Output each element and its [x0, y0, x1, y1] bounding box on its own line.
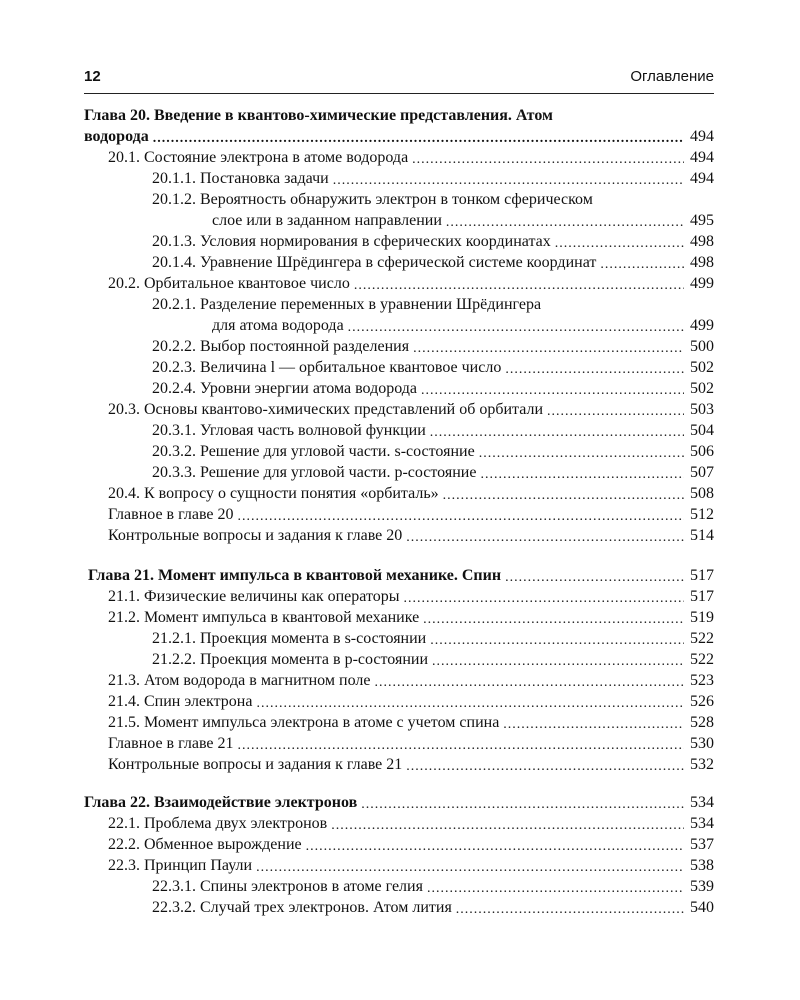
toc-entry-text: 20.1.4. Уравнение Шрёдингера в сферической системе координат	[152, 254, 597, 271]
leader-dots	[238, 505, 685, 525]
toc-page-number: 499	[690, 317, 714, 334]
toc-summary-21[interactable]	[108, 734, 714, 754]
toc-entry-text: Главное в главе 20	[108, 506, 234, 523]
leader-dots	[354, 274, 684, 294]
toc-section-20-3[interactable]	[108, 400, 714, 420]
toc-section-22-1[interactable]	[108, 814, 714, 834]
toc-page-number: 538	[690, 857, 714, 874]
leader-dots	[555, 232, 684, 252]
toc-page-number: 506	[690, 443, 714, 460]
toc-entry-text: 22.3.2. Случай трех электронов. Атом лития	[152, 899, 452, 916]
toc-entry-text: 20.2.4. Уровни энергии атома водорода	[152, 380, 418, 397]
toc-section-20-1[interactable]	[108, 148, 714, 168]
toc-page-number: 498	[690, 254, 714, 271]
toc-chapter-22[interactable]	[84, 793, 714, 813]
toc-entry-text: 20.3.3. Решение для угловой части. p-состояние	[152, 464, 477, 481]
toc-page-number: 507	[690, 464, 714, 481]
toc-section-22-3[interactable]	[108, 856, 714, 876]
toc-page-number: 502	[690, 359, 714, 376]
toc-entry-text: Контрольные вопросы и задания к главе 21	[108, 756, 403, 773]
toc-entry-text: 21.2. Момент импульса в квантовой механике	[108, 609, 420, 626]
toc-entry-text: 21.5. Момент импульса электрона в атоме с учетом спина	[108, 714, 500, 731]
toc-subsection-21-2-1[interactable]	[152, 629, 714, 649]
toc-entry-text: для атома водорода	[212, 317, 344, 334]
toc-page-number: 540	[690, 899, 714, 916]
toc-entry-text: водорода	[84, 128, 149, 145]
toc-entry-text: 22.3.1. Спины электронов в атоме гелия	[152, 878, 423, 895]
leader-dots	[256, 856, 684, 876]
toc-subsection-20-1-2-line1[interactable]: 20.1.2. Вероятность обнаружить электрон в тонком сферическом	[152, 191, 593, 208]
toc-subsection-20-3-2[interactable]	[152, 442, 714, 462]
toc-section-21-4[interactable]	[108, 692, 714, 712]
toc-page-number: 530	[690, 735, 714, 752]
toc-page-number: 495	[690, 212, 714, 229]
toc-entry-text: 20.3. Основы квантово-химических представлений об орбитали	[108, 401, 544, 418]
leader-dots	[374, 671, 684, 691]
leader-dots	[547, 400, 684, 420]
toc-chapter-20-title: Глава 20. Введение в квантово-химические представления. Атом	[84, 107, 553, 124]
toc-entry-text: 20.2. Орбитальное квантовое число	[108, 275, 350, 292]
leader-dots	[427, 877, 684, 897]
toc-page-number: 499	[690, 275, 714, 292]
toc-subsection-20-2-2[interactable]	[152, 337, 714, 357]
toc-chapter-21[interactable]	[88, 566, 714, 586]
toc-page-number: 503	[690, 401, 714, 418]
leader-dots	[443, 484, 684, 504]
toc-entry-text: 21.4. Спин электрона	[108, 693, 253, 710]
toc-entry-text: 20.2.2. Выбор постоянной разделения	[152, 338, 410, 355]
toc-subsection-20-1-2-line2[interactable]	[212, 211, 714, 231]
toc-entry-text: 20.1.3. Условия нормирования в сферических координатах	[152, 233, 551, 250]
toc-subsection-20-3-1[interactable]	[152, 421, 714, 441]
running-header	[84, 68, 714, 90]
toc-summary-20[interactable]	[108, 505, 714, 525]
leader-dots	[256, 692, 684, 712]
toc-entry-text: слое или в заданном направлении	[212, 212, 442, 229]
toc-subsection-20-1-3[interactable]	[152, 232, 714, 252]
leader-dots	[446, 211, 684, 231]
toc-page-number: 537	[690, 836, 714, 853]
toc-page-number: 494	[690, 149, 714, 166]
toc-entry-text: 22.2. Обменное вырождение	[108, 836, 302, 853]
toc-entry-text: 20.4. К вопросу о сущности понятия «орбиталь»	[108, 485, 439, 502]
toc-section-21-3[interactable]	[108, 671, 714, 691]
toc-page-number: 526	[690, 693, 714, 710]
leader-dots	[456, 898, 684, 918]
leader-dots	[432, 650, 684, 670]
toc-entry-text: 21.3. Атом водорода в магнитном поле	[108, 672, 371, 689]
toc-section-20-2[interactable]	[108, 274, 714, 294]
toc-page-number: 534	[690, 794, 714, 811]
leader-dots	[238, 734, 685, 754]
leader-dots	[333, 169, 684, 189]
header-rule	[84, 93, 714, 94]
leader-dots	[406, 755, 684, 775]
leader-dots	[430, 421, 684, 441]
toc-page-number: 494	[690, 128, 714, 145]
leader-dots	[480, 463, 684, 483]
running-title: Оглавление	[630, 68, 714, 85]
toc-page-number: 519	[690, 609, 714, 626]
leader-dots	[361, 793, 684, 813]
toc-chapter-20-entry[interactable]	[84, 127, 714, 147]
toc-subsection-20-2-1-line2[interactable]	[212, 316, 714, 336]
toc-page-number: 500	[690, 338, 714, 355]
toc-page-number: 539	[690, 878, 714, 895]
leader-dots	[430, 629, 684, 649]
toc-entry-text: 20.3.1. Угловая часть волновой функции	[152, 422, 426, 439]
toc-page-number: 522	[690, 651, 714, 668]
toc-page-number: 504	[690, 422, 714, 439]
toc-subsection-20-3-3[interactable]	[152, 463, 714, 483]
toc-subsection-20-2-4[interactable]	[152, 379, 714, 399]
leader-dots	[423, 608, 684, 628]
toc-entry-text: 20.1. Состояние электрона в атоме водорода	[108, 149, 409, 166]
leader-dots	[421, 379, 684, 399]
toc-entry-text: Главное в главе 21	[108, 735, 234, 752]
toc-page-number: 528	[690, 714, 714, 731]
toc-entry-text: 20.2.3. Величина l — орбитальное квантовое число	[152, 359, 502, 376]
leader-dots	[479, 442, 684, 462]
toc-entry-text: 22.1. Проблема двух электронов	[108, 815, 328, 832]
toc-subsection-20-2-1-line1[interactable]: 20.2.1. Разделение переменных в уравнении Шрёдингера	[152, 296, 542, 313]
leader-dots	[153, 127, 684, 147]
toc-page-number: 508	[690, 485, 714, 502]
toc-page-number: 494	[690, 170, 714, 187]
toc-questions-20[interactable]	[108, 526, 714, 546]
page-number: 12	[84, 68, 101, 85]
toc-page-number: 514	[690, 527, 714, 544]
toc-entry-text: 21.1. Физические величины как операторы	[108, 588, 400, 605]
leader-dots	[331, 814, 684, 834]
toc-subsection-20-1-4[interactable]	[152, 253, 714, 273]
toc-entry-text: 20.3.2. Решение для угловой части. s-состояние	[152, 443, 475, 460]
leader-dots	[413, 337, 684, 357]
toc-entry-text: 21.2.1. Проекция момента в s-состоянии	[152, 630, 427, 647]
toc-entry-text: 20.1.1. Постановка задачи	[152, 170, 329, 187]
toc-page-number: 522	[690, 630, 714, 647]
toc-questions-21[interactable]	[108, 755, 714, 775]
leader-dots	[404, 587, 685, 607]
toc-page-number: 532	[690, 756, 714, 773]
toc-section-21-5[interactable]	[108, 713, 714, 733]
leader-dots	[412, 148, 684, 168]
toc-section-20-4[interactable]	[108, 484, 714, 504]
toc-page-number: 512	[690, 506, 714, 523]
leader-dots	[503, 713, 684, 733]
toc-entry-text: Контрольные вопросы и задания к главе 20	[108, 527, 403, 544]
leader-dots	[306, 835, 684, 855]
toc-entry-text: 21.2.2. Проекция момента в p-состоянии	[152, 651, 429, 668]
leader-dots	[505, 358, 684, 378]
toc-section-21-1[interactable]	[108, 587, 714, 607]
toc-entry-text: Глава 22. Взаимодействие электронов	[84, 794, 358, 811]
leader-dots	[505, 566, 684, 586]
leader-dots	[406, 526, 684, 546]
leader-dots	[348, 316, 684, 336]
toc-page-number: 523	[690, 672, 714, 689]
toc-subsection-20-1-1[interactable]	[152, 169, 714, 189]
toc-section-21-2[interactable]	[108, 608, 714, 628]
toc-entry-text: Глава 21. Момент импульса в квантовой механике. Спин	[88, 567, 502, 584]
toc-section-22-2[interactable]	[108, 835, 714, 855]
toc-subsection-22-3-2[interactable]	[152, 898, 714, 918]
toc-page-number: 517	[690, 567, 714, 584]
toc-page-number: 498	[690, 233, 714, 250]
toc-subsection-21-2-2[interactable]	[152, 650, 714, 670]
toc-entry-text: 22.3. Принцип Паули	[108, 857, 253, 874]
leader-dots	[600, 253, 684, 273]
toc-subsection-20-2-3[interactable]	[152, 358, 714, 378]
toc-page-number: 534	[690, 815, 714, 832]
toc-subsection-22-3-1[interactable]	[152, 877, 714, 897]
toc-page-number: 517	[690, 588, 714, 605]
toc-page-number: 502	[690, 380, 714, 397]
